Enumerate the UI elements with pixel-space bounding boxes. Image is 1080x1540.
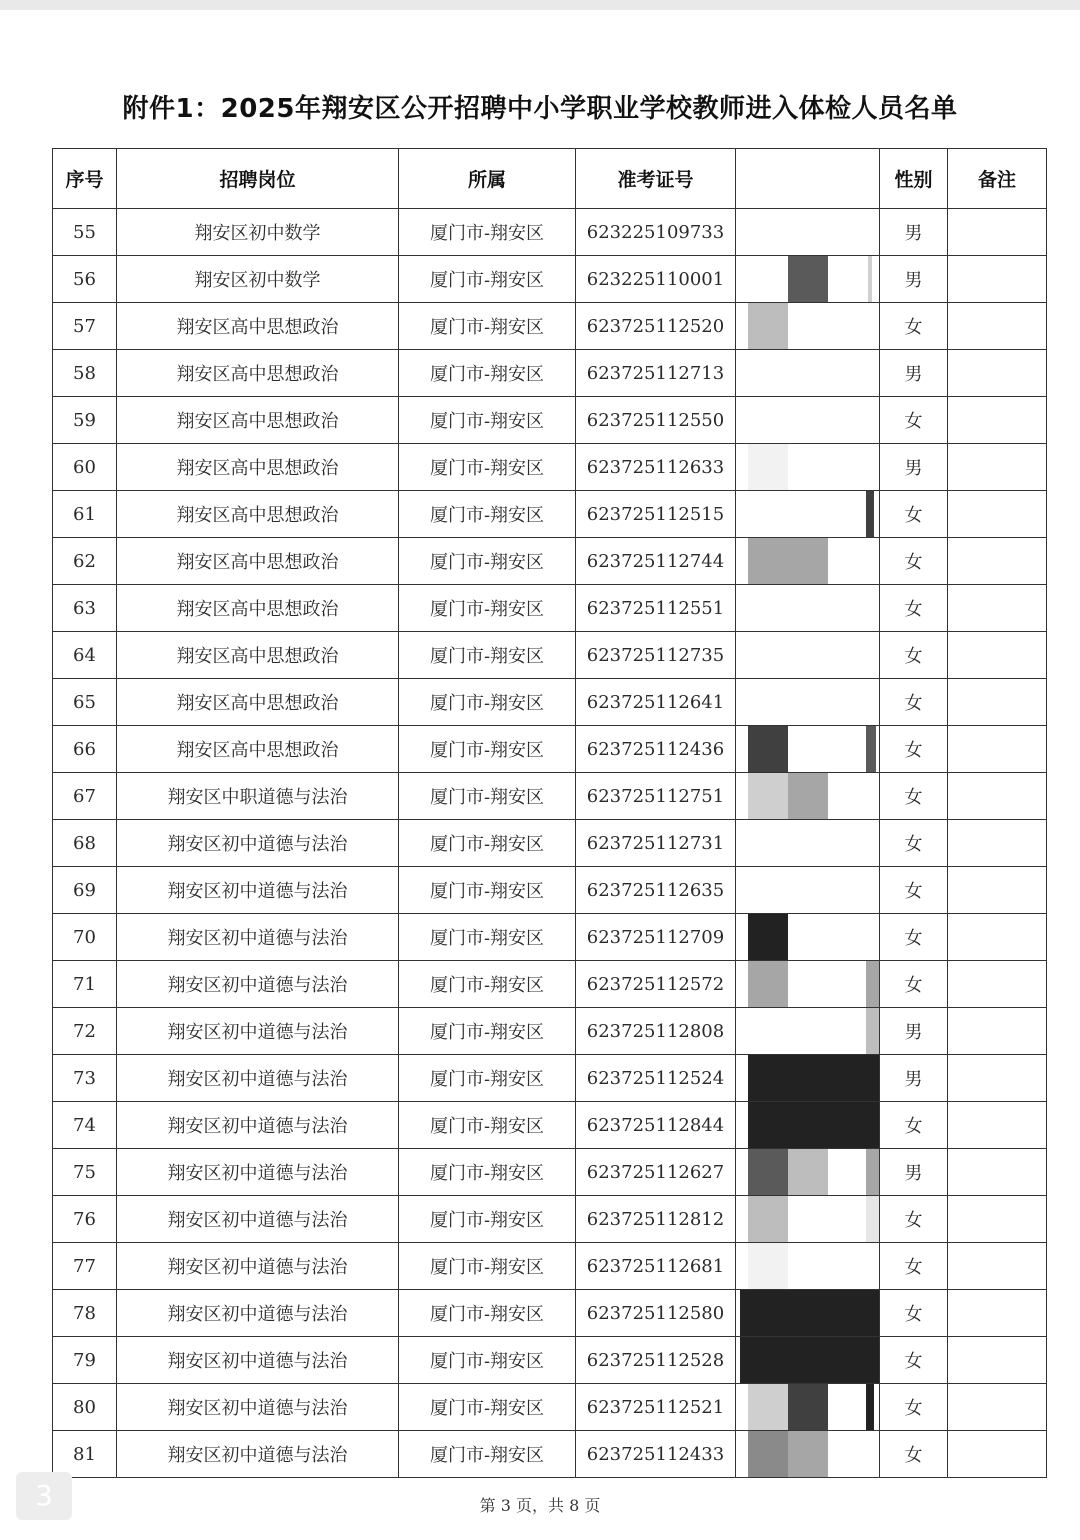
table-row <box>53 1337 1047 1384</box>
redaction-mosaic-block <box>788 1431 828 1477</box>
cell-affiliation: 厦门市-翔安区 <box>399 1431 576 1478</box>
table-row <box>53 1149 1047 1196</box>
cell-exam-id: 623725112812 <box>576 1196 736 1243</box>
cell-affiliation: 厦门市-翔安区 <box>399 350 576 397</box>
cell-gender: 女 <box>880 397 948 444</box>
cell-position: 翔安区高中思想政治 <box>117 632 399 679</box>
viewer-top-bar <box>0 0 1080 10</box>
cell-seq: 56 <box>53 256 117 303</box>
cell-position: 翔安区高中思想政治 <box>117 726 399 773</box>
table-row <box>53 444 1047 491</box>
redaction-mosaic-block <box>788 773 828 819</box>
redaction-mosaic-block <box>748 1384 788 1430</box>
cell-position: 翔安区中职道德与法治 <box>117 773 399 820</box>
page-footer: 第 3 页，共 8 页 <box>479 1496 601 1515</box>
cell-remark <box>948 1384 1047 1431</box>
cell-seq: 59 <box>53 397 117 444</box>
cell-seq: 74 <box>53 1102 117 1149</box>
cell-exam-id: 623725112627 <box>576 1149 736 1196</box>
cell-remark <box>948 256 1047 303</box>
cell-name-redacted <box>736 1196 880 1243</box>
cell-gender: 女 <box>880 867 948 914</box>
cell-name-redacted <box>736 1008 880 1055</box>
cell-gender: 女 <box>880 679 948 726</box>
cell-remark <box>948 867 1047 914</box>
cell-name-redacted <box>736 726 880 773</box>
redaction-mosaic-block <box>748 303 788 349</box>
redaction-mosaic-block <box>748 538 828 584</box>
cell-gender: 女 <box>880 914 948 961</box>
cell-remark <box>948 303 1047 350</box>
cell-seq: 66 <box>53 726 117 773</box>
redaction-mosaic-block <box>866 726 876 772</box>
cell-name-redacted <box>736 350 880 397</box>
cell-name-redacted <box>736 209 880 256</box>
cell-exam-id: 623725112524 <box>576 1055 736 1102</box>
cell-remark <box>948 1102 1047 1149</box>
cell-affiliation: 厦门市-翔安区 <box>399 726 576 773</box>
redaction-mosaic-block <box>788 1384 828 1430</box>
header-affiliation: 所属 <box>399 149 576 209</box>
cell-gender: 女 <box>880 1243 948 1290</box>
cell-exam-id: 623725112520 <box>576 303 736 350</box>
cell-remark <box>948 209 1047 256</box>
cell-name-redacted <box>736 538 880 585</box>
cell-seq: 71 <box>53 961 117 1008</box>
redaction-mosaic-block <box>866 491 874 537</box>
cell-gender: 女 <box>880 1102 948 1149</box>
cell-exam-id: 623725112681 <box>576 1243 736 1290</box>
cell-remark <box>948 1008 1047 1055</box>
cell-gender: 女 <box>880 1384 948 1431</box>
cell-position: 翔安区初中道德与法治 <box>117 820 399 867</box>
cell-exam-id: 623725112844 <box>576 1102 736 1149</box>
cell-affiliation: 厦门市-翔安区 <box>399 303 576 350</box>
cell-gender: 男 <box>880 1055 948 1102</box>
header-exam-id: 准考证号 <box>576 149 736 209</box>
cell-affiliation: 厦门市-翔安区 <box>399 1337 576 1384</box>
cell-gender: 女 <box>880 1290 948 1337</box>
cell-affiliation: 厦门市-翔安区 <box>399 961 576 1008</box>
cell-name-redacted <box>736 303 880 350</box>
cell-gender: 男 <box>880 256 948 303</box>
redaction-mosaic-block <box>748 1431 788 1477</box>
table-row <box>53 256 1047 303</box>
table-row <box>53 585 1047 632</box>
cell-gender: 女 <box>880 491 948 538</box>
table-row <box>53 632 1047 679</box>
cell-gender: 女 <box>880 303 948 350</box>
cell-remark <box>948 961 1047 1008</box>
cell-gender: 女 <box>880 1431 948 1478</box>
cell-position: 翔安区初中数学 <box>117 209 399 256</box>
cell-seq: 79 <box>53 1337 117 1384</box>
cell-gender: 男 <box>880 209 948 256</box>
cell-exam-id: 623725112515 <box>576 491 736 538</box>
cell-exam-id: 623725112436 <box>576 726 736 773</box>
cell-exam-id: 623725112550 <box>576 397 736 444</box>
candidate-table <box>52 148 1047 1478</box>
redaction-mosaic-block <box>748 1243 788 1289</box>
cell-affiliation: 厦门市-翔安区 <box>399 256 576 303</box>
cell-remark <box>948 1149 1047 1196</box>
redaction-mosaic-block <box>748 961 788 1007</box>
cell-seq: 58 <box>53 350 117 397</box>
cell-exam-id: 623725112744 <box>576 538 736 585</box>
header-gender: 性别 <box>880 149 948 209</box>
table-row <box>53 303 1047 350</box>
cell-position: 翔安区初中道德与法治 <box>117 961 399 1008</box>
cell-remark <box>948 1055 1047 1102</box>
cell-position: 翔安区高中思想政治 <box>117 491 399 538</box>
redaction-mosaic-block <box>740 1290 880 1336</box>
cell-gender: 女 <box>880 820 948 867</box>
cell-seq: 68 <box>53 820 117 867</box>
cell-remark <box>948 1337 1047 1384</box>
cell-gender: 女 <box>880 1337 948 1384</box>
table-row <box>53 538 1047 585</box>
redaction-mosaic-block <box>866 1008 880 1054</box>
cell-affiliation: 厦门市-翔安区 <box>399 1290 576 1337</box>
table-row <box>53 1196 1047 1243</box>
redaction-mosaic-block <box>788 1149 828 1195</box>
cell-remark <box>948 773 1047 820</box>
cell-remark <box>948 632 1047 679</box>
cell-name-redacted <box>736 1290 880 1337</box>
cell-name-redacted <box>736 1384 880 1431</box>
cell-position: 翔安区高中思想政治 <box>117 350 399 397</box>
cell-seq: 76 <box>53 1196 117 1243</box>
cell-position: 翔安区初中道德与法治 <box>117 1149 399 1196</box>
redaction-mosaic-block <box>748 773 788 819</box>
cell-name-redacted <box>736 491 880 538</box>
cell-affiliation: 厦门市-翔安区 <box>399 632 576 679</box>
cell-seq: 67 <box>53 773 117 820</box>
cell-position: 翔安区高中思想政治 <box>117 444 399 491</box>
redaction-mosaic-block <box>748 914 788 960</box>
table-row <box>53 1290 1047 1337</box>
table-row <box>53 1008 1047 1055</box>
cell-exam-id: 623725112641 <box>576 679 736 726</box>
cell-affiliation: 厦门市-翔安区 <box>399 209 576 256</box>
cell-exam-id: 623725112735 <box>576 632 736 679</box>
cell-position: 翔安区初中道德与法治 <box>117 1102 399 1149</box>
redaction-mosaic-block <box>866 1149 880 1195</box>
cell-exam-id: 623725112713 <box>576 350 736 397</box>
table-row <box>53 867 1047 914</box>
cell-position: 翔安区初中道德与法治 <box>117 1431 399 1478</box>
cell-exam-id: 623725112528 <box>576 1337 736 1384</box>
cell-affiliation: 厦门市-翔安区 <box>399 397 576 444</box>
cell-exam-id: 623725112521 <box>576 1384 736 1431</box>
cell-affiliation: 厦门市-翔安区 <box>399 1243 576 1290</box>
cell-remark <box>948 397 1047 444</box>
cell-affiliation: 厦门市-翔安区 <box>399 1102 576 1149</box>
table-row <box>53 961 1047 1008</box>
cell-seq: 65 <box>53 679 117 726</box>
cell-gender: 男 <box>880 1149 948 1196</box>
cell-affiliation: 厦门市-翔安区 <box>399 1149 576 1196</box>
cell-position: 翔安区初中数学 <box>117 256 399 303</box>
cell-affiliation: 厦门市-翔安区 <box>399 820 576 867</box>
cell-exam-id: 623225110001 <box>576 256 736 303</box>
cell-affiliation: 厦门市-翔安区 <box>399 914 576 961</box>
table-row <box>53 209 1047 256</box>
cell-gender: 女 <box>880 773 948 820</box>
cell-exam-id: 623725112580 <box>576 1290 736 1337</box>
cell-affiliation: 厦门市-翔安区 <box>399 585 576 632</box>
cell-name-redacted <box>736 444 880 491</box>
cell-name-redacted <box>736 1337 880 1384</box>
table-header-row <box>53 149 1047 209</box>
cell-affiliation: 厦门市-翔安区 <box>399 1196 576 1243</box>
cell-remark <box>948 350 1047 397</box>
cell-remark <box>948 726 1047 773</box>
cell-name-redacted <box>736 397 880 444</box>
cell-seq: 63 <box>53 585 117 632</box>
cell-position: 翔安区初中道德与法治 <box>117 1337 399 1384</box>
redaction-mosaic-block <box>866 1384 874 1430</box>
cell-seq: 73 <box>53 1055 117 1102</box>
cell-affiliation: 厦门市-翔安区 <box>399 491 576 538</box>
cell-exam-id: 623725112572 <box>576 961 736 1008</box>
cell-seq: 81 <box>53 1431 117 1478</box>
table-row <box>53 397 1047 444</box>
cell-exam-id: 623725112635 <box>576 867 736 914</box>
cell-remark <box>948 1290 1047 1337</box>
redaction-mosaic-block <box>866 1196 880 1242</box>
table-row <box>53 1431 1047 1478</box>
redaction-mosaic-block <box>748 726 788 772</box>
cell-seq: 72 <box>53 1008 117 1055</box>
cell-exam-id: 623725112751 <box>576 773 736 820</box>
cell-remark <box>948 1196 1047 1243</box>
cell-exam-id: 623725112551 <box>576 585 736 632</box>
redaction-mosaic-block <box>788 256 828 302</box>
cell-name-redacted <box>736 585 880 632</box>
redaction-mosaic-block <box>740 1337 880 1383</box>
cell-name-redacted <box>736 1431 880 1478</box>
cell-exam-id: 623725112808 <box>576 1008 736 1055</box>
cell-position: 翔安区高中思想政治 <box>117 585 399 632</box>
table-row <box>53 679 1047 726</box>
cell-seq: 61 <box>53 491 117 538</box>
cell-exam-id: 623725112731 <box>576 820 736 867</box>
cell-exam-id: 623725112709 <box>576 914 736 961</box>
cell-name-redacted <box>736 867 880 914</box>
cell-remark <box>948 679 1047 726</box>
cell-position: 翔安区初中道德与法治 <box>117 1196 399 1243</box>
cell-name-redacted <box>736 632 880 679</box>
cell-exam-id: 623225109733 <box>576 209 736 256</box>
redaction-mosaic-block <box>748 1102 880 1148</box>
cell-remark <box>948 1431 1047 1478</box>
cell-name-redacted <box>736 1149 880 1196</box>
cell-position: 翔安区初中道德与法治 <box>117 1290 399 1337</box>
cell-remark <box>948 914 1047 961</box>
cell-position: 翔安区初中道德与法治 <box>117 1055 399 1102</box>
cell-position: 翔安区高中思想政治 <box>117 679 399 726</box>
redaction-mosaic-block <box>748 1196 788 1242</box>
cell-seq: 62 <box>53 538 117 585</box>
cell-position: 翔安区初中道德与法治 <box>117 1384 399 1431</box>
cell-affiliation: 厦门市-翔安区 <box>399 773 576 820</box>
cell-gender: 男 <box>880 444 948 491</box>
cell-position: 翔安区初中道德与法治 <box>117 867 399 914</box>
redaction-mosaic-block <box>748 444 788 490</box>
cell-seq: 75 <box>53 1149 117 1196</box>
cell-remark <box>948 538 1047 585</box>
redaction-mosaic-block <box>866 961 880 1007</box>
cell-affiliation: 厦门市-翔安区 <box>399 867 576 914</box>
table-body <box>53 209 1047 1478</box>
cell-affiliation: 厦门市-翔安区 <box>399 1384 576 1431</box>
cell-affiliation: 厦门市-翔安区 <box>399 538 576 585</box>
cell-position: 翔安区高中思想政治 <box>117 538 399 585</box>
cell-seq: 69 <box>53 867 117 914</box>
cell-affiliation: 厦门市-翔安区 <box>399 1008 576 1055</box>
cell-position: 翔安区高中思想政治 <box>117 303 399 350</box>
cell-seq: 64 <box>53 632 117 679</box>
cell-name-redacted <box>736 1243 880 1290</box>
cell-name-redacted <box>736 1055 880 1102</box>
header-position: 招聘岗位 <box>117 149 399 209</box>
cell-position: 翔安区初中道德与法治 <box>117 1243 399 1290</box>
cell-remark <box>948 491 1047 538</box>
cell-name-redacted <box>736 914 880 961</box>
cell-remark <box>948 820 1047 867</box>
redaction-mosaic-block <box>748 1055 880 1101</box>
header-remark: 备注 <box>948 149 1047 209</box>
cell-exam-id: 623725112633 <box>576 444 736 491</box>
table-row <box>53 350 1047 397</box>
cell-gender: 女 <box>880 538 948 585</box>
cell-gender: 女 <box>880 726 948 773</box>
table-row <box>53 773 1047 820</box>
cell-name-redacted <box>736 820 880 867</box>
document-title: 附件1：2025年翔安区公开招聘中小学职业学校教师进入体检人员名单 <box>122 94 958 124</box>
cell-seq: 78 <box>53 1290 117 1337</box>
cell-seq: 57 <box>53 303 117 350</box>
redaction-mosaic-block <box>868 256 872 302</box>
cell-seq: 55 <box>53 209 117 256</box>
cell-gender: 女 <box>880 1196 948 1243</box>
cell-name-redacted <box>736 1102 880 1149</box>
cell-exam-id: 623725112433 <box>576 1431 736 1478</box>
table-row <box>53 491 1047 538</box>
cell-name-redacted <box>736 256 880 303</box>
header-seq: 序号 <box>53 149 117 209</box>
cell-affiliation: 厦门市-翔安区 <box>399 444 576 491</box>
table-row <box>53 1102 1047 1149</box>
cell-gender: 女 <box>880 961 948 1008</box>
cell-position: 翔安区高中思想政治 <box>117 397 399 444</box>
cell-name-redacted <box>736 961 880 1008</box>
table-row <box>53 1384 1047 1431</box>
cell-affiliation: 厦门市-翔安区 <box>399 679 576 726</box>
cell-remark <box>948 585 1047 632</box>
cell-remark <box>948 444 1047 491</box>
cell-name-redacted <box>736 679 880 726</box>
cell-gender: 男 <box>880 1008 948 1055</box>
cell-seq: 70 <box>53 914 117 961</box>
redaction-mosaic-block <box>748 1149 788 1195</box>
cell-seq: 60 <box>53 444 117 491</box>
header-name-redacted <box>736 149 880 209</box>
table-row <box>53 1243 1047 1290</box>
cell-remark <box>948 1243 1047 1290</box>
cell-seq: 80 <box>53 1384 117 1431</box>
page-number-badge[interactable]: 3 <box>16 1472 72 1520</box>
table-row <box>53 820 1047 867</box>
cell-seq: 77 <box>53 1243 117 1290</box>
cell-gender: 女 <box>880 632 948 679</box>
table-row <box>53 1055 1047 1102</box>
cell-name-redacted <box>736 773 880 820</box>
cell-gender: 女 <box>880 585 948 632</box>
table-row <box>53 726 1047 773</box>
cell-position: 翔安区初中道德与法治 <box>117 914 399 961</box>
cell-gender: 男 <box>880 350 948 397</box>
table-row <box>53 914 1047 961</box>
cell-position: 翔安区初中道德与法治 <box>117 1008 399 1055</box>
cell-affiliation: 厦门市-翔安区 <box>399 1055 576 1102</box>
